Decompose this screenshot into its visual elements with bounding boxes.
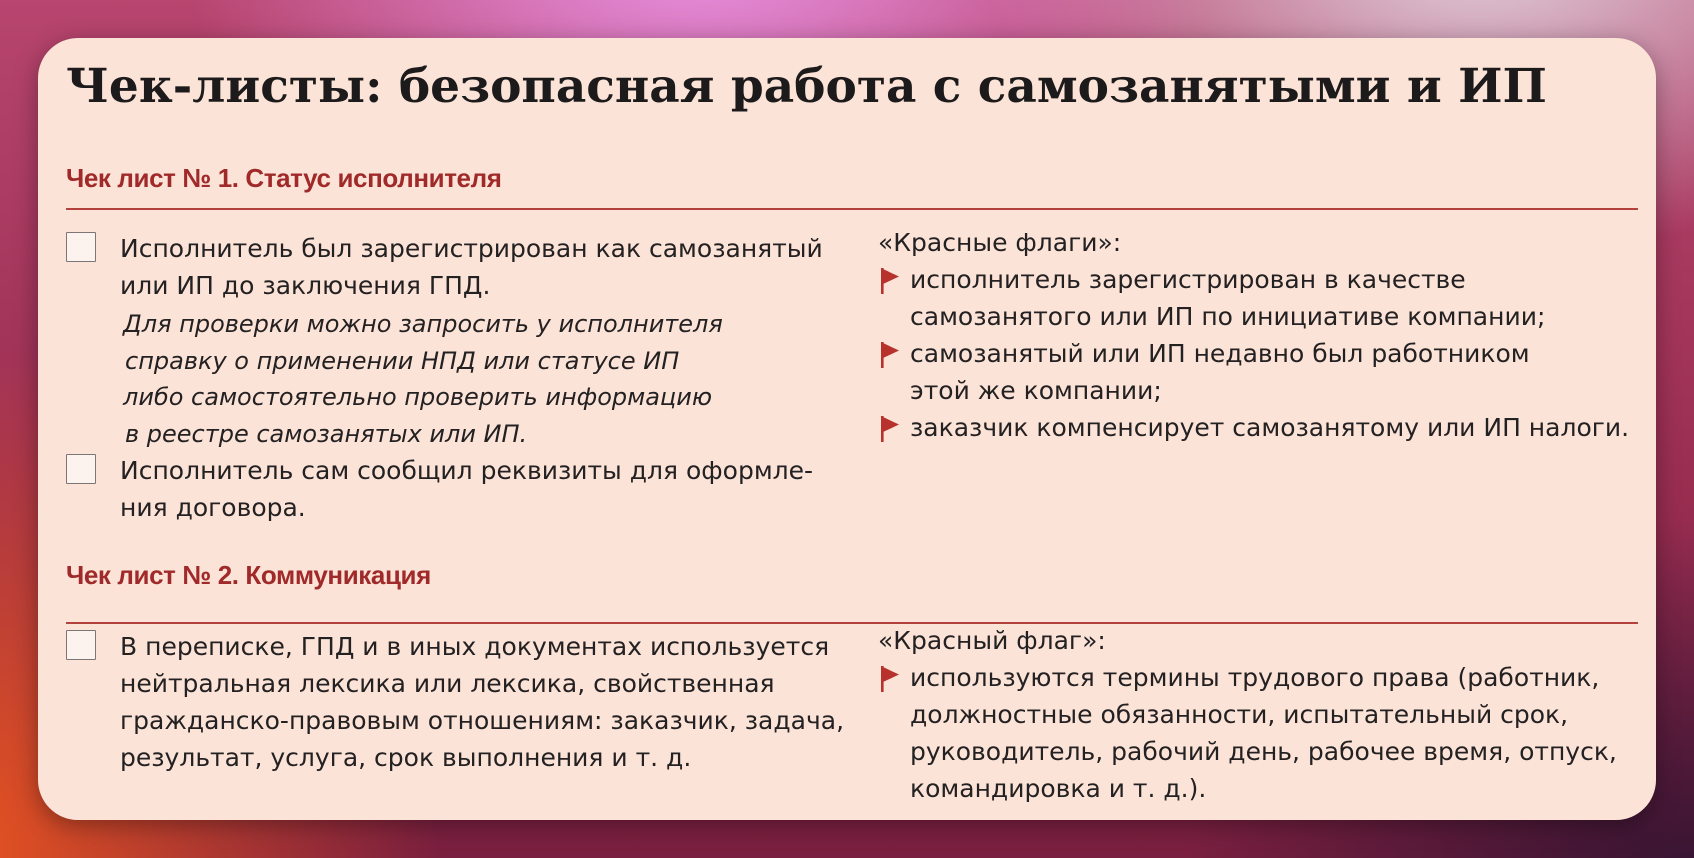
text-line: нейтральная лексика или лексика, свойственная: [120, 669, 775, 698]
note-line: либо самостоятельно проверить информацию: [123, 383, 713, 411]
checkbox-registered-before-contract[interactable]: [66, 232, 96, 262]
text-line: Исполнитель был зарегистрирован как самозанятый: [120, 234, 823, 263]
checklist-1-item-1-text: [120, 230, 880, 304]
red-flag-item: [878, 335, 1638, 409]
checklist-1-item-1-note: [123, 306, 883, 452]
red-flag-text: [910, 335, 1638, 409]
text-line: этой же компании;: [910, 376, 1162, 405]
checklist-1-red-flags: [878, 224, 1638, 446]
checklist-card: [38, 38, 1656, 820]
text-line: В переписке, ГПД и в иных документах используется: [120, 632, 830, 661]
page-title: Чек-листы: безопасная работа с самозанятыми и ИП: [66, 59, 1547, 114]
note-line: в реестре самозанятых или ИП.: [125, 419, 528, 448]
text-line: командировка и т. д.).: [910, 774, 1207, 803]
checkbox-neutral-vocabulary[interactable]: [66, 630, 96, 660]
checklist-1-heading: Чек лист № 1. Статус исполнителя: [66, 163, 502, 193]
text-line: самозанятый или ИП недавно был работником: [910, 339, 1530, 368]
red-flag-item: [878, 261, 1638, 335]
checklist-2-heading: Чек лист № 2. Коммуникация: [66, 560, 431, 590]
note-line: Для проверки можно запросить у исполнителя: [123, 310, 723, 338]
red-flag-text: [910, 261, 1638, 335]
text-line: ния договора.: [120, 493, 306, 522]
text-line: Исполнитель сам сообщил реквизиты для оформле-: [120, 456, 814, 485]
red-flag-item: [878, 409, 1638, 446]
red-flag-label: «Красный флаг»:: [878, 626, 1106, 655]
red-flag-item: [878, 659, 1638, 807]
red-flag-icon: [880, 416, 900, 442]
text-line: используются термины трудового права (работник,: [910, 663, 1600, 692]
text-line: или ИП до заключения ГПД.: [120, 271, 491, 300]
red-flags-label: «Красные флаги»:: [878, 228, 1122, 257]
text-line: исполнитель зарегистрирован в качестве: [910, 265, 1466, 294]
red-flag-icon: [880, 342, 900, 368]
note-line: справку о применении НПД или статусе ИП: [125, 346, 680, 375]
checklist-1-divider: [66, 208, 1638, 210]
text-line: самозанятого или ИП по инициативе компании;: [910, 302, 1546, 331]
text-line: руководитель, рабочий день, рабочее время, отпуск,: [910, 737, 1617, 766]
checkbox-requisites-provided[interactable]: [66, 454, 96, 484]
checklist-1-item-2-text: [120, 452, 880, 526]
text-line: гражданско-правовым отношениям: заказчик, задача,: [120, 706, 845, 735]
red-flag-icon: [880, 268, 900, 294]
checklist-2-red-flags: [878, 622, 1638, 807]
text-line: должностные обязанности, испытательный срок,: [910, 700, 1569, 729]
text-line: заказчик компенсирует самозанятому или ИП налоги.: [910, 413, 1630, 442]
text-line: результат, услуга, срок выполнения и т. д.: [120, 743, 692, 772]
red-flag-icon: [880, 666, 900, 692]
red-flag-text: [910, 409, 1638, 446]
checklist-2-item-1-text: [120, 628, 880, 776]
red-flag-text: [910, 659, 1638, 807]
